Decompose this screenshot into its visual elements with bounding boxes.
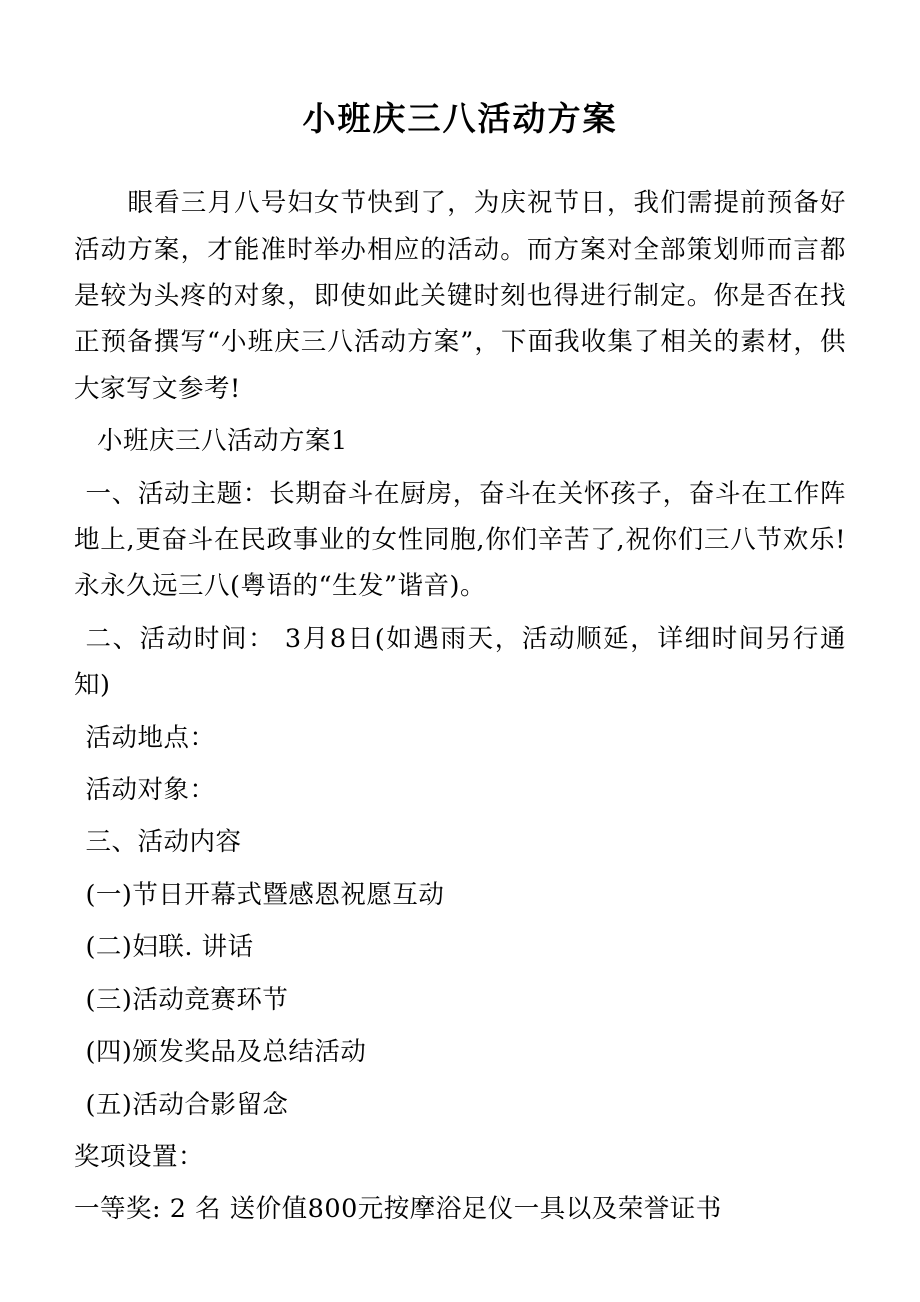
paragraph-intro: 眼看三月八号妇女节快到了，为庆祝节日，我们需提前预备好活动方案，才能准时举办相应的活动。而方案对全部策划师而言都是较为头疼的对象，即使如此关键时刻也得进行制定。你是否在找正预备撰写“小班庆三八活动方案”，下面我收集了相关的素材，供大家写文参考! bbox=[74, 188, 846, 404]
paragraph-award-first: 一等奖: 2 名 送价值800元按摩浴足仪一具以及荣誉证书 bbox=[74, 1194, 722, 1225]
paragraph-awards-heading: 奖项设置： bbox=[74, 1141, 205, 1172]
paragraph-heading-plan-1: 小班庆三八活动方案1 bbox=[96, 426, 348, 457]
paragraph-content-3: (三)活动竞赛环节 bbox=[85, 984, 289, 1015]
paragraph-section-time: 二、活动时间： 3月8日(如遇雨天，活动顺延，详细时间另行通知) bbox=[74, 623, 846, 701]
paragraph-section-content: 三、活动内容 bbox=[85, 827, 242, 858]
paragraph-section-place: 活动地点： bbox=[85, 722, 216, 753]
paragraph-content-2: (二)妇联. 讲话 bbox=[85, 932, 254, 963]
paragraph-section-theme: 一、活动主题：长期奋斗在厨房，奋斗在关怀孩子，奋斗在工作阵地上,更奋斗在民政事业的女性同胞,你们辛苦了,祝你们三八节欢乐!永永久远三八(粤语的“生发”谐音)。 bbox=[74, 478, 846, 602]
paragraph-content-4: (四)颁发奖品及总结活动 bbox=[85, 1037, 367, 1068]
page-title: 小班庆三八活动方案 bbox=[302, 99, 618, 138]
paragraph-content-1: (一)节日开幕式暨感恩祝愿互动 bbox=[85, 879, 445, 910]
paragraph-content-5: (五)活动合影留念 bbox=[85, 1089, 289, 1120]
paragraph-section-audience: 活动对象： bbox=[85, 775, 216, 806]
